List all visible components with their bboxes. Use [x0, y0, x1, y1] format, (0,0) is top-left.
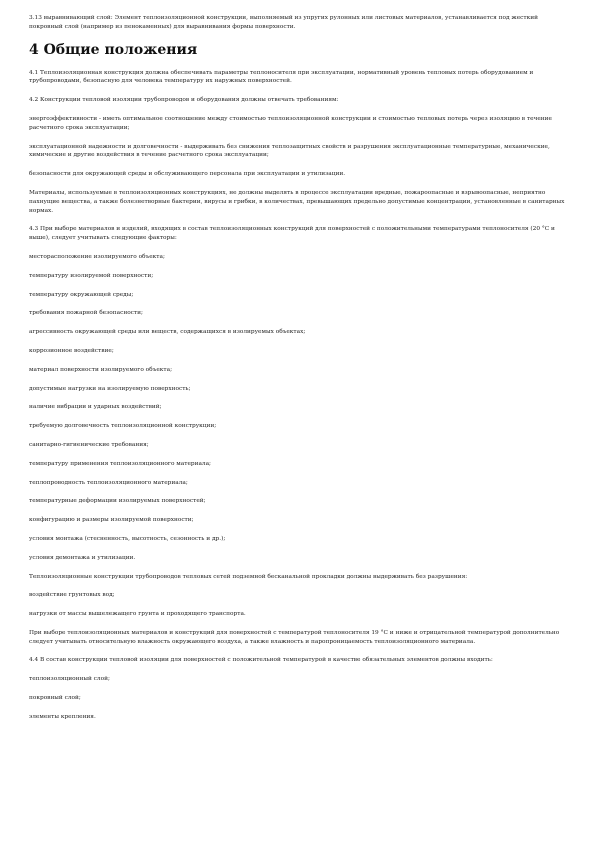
paragraph: температуру окружающей среды;: [29, 291, 134, 298]
paragraph: 4.2 Конструкции тепловой изоляции трубопроводов и оборудования должны отвечать требованиям:: [29, 97, 339, 104]
document-page: [29, 14, 569, 732]
paragraph: наличие вибрации и ударных воздействий;: [29, 404, 162, 411]
paragraph: воздействие грунтовых вод;: [29, 592, 115, 599]
paragraph: энергоэффективности - иметь оптимальное соотношение между стоимостью теплоизоляционной конструкции и стоимостью тепловых потерь через изоляцию в течение расчетного срока эксплуатации;: [29, 115, 552, 131]
paragraph: При выборе теплоизоляционных материалов и конструкций для поверхностей с температурой теплоносителя 19 °С и ниже и отрицательной температурой дополнительно следует учитывать относительную влажность окружающего воздуха, а также влажность и паропроницаемость теплоизоляционного материала.: [29, 629, 560, 645]
paragraph: температурные деформации изолируемых поверхностей;: [29, 498, 206, 505]
section-heading: 4 Общие положения: [29, 41, 198, 58]
intro-paragraph: 3.13 выравнивающий слой: Элемент теплоизоляционной конструкции, выполняемый из упругих рулонных или листовых материалов, устанавливается под жесткий покровный слой (например из пенокаменных) для выравнивания формы поверхности.: [29, 15, 538, 30]
paragraph: материал поверхности изолируемого объекта;: [29, 366, 173, 373]
paragraph: теплоизоляционный слой;: [29, 676, 110, 683]
paragraph: агрессивность окружающей среды или веществ, содержащихся в изолируемых объектах;: [29, 329, 306, 336]
paragraph: температуру изолируемой поверхности;: [29, 272, 154, 279]
paragraph: месторасположение изолируемого объекта;: [29, 253, 165, 260]
paragraph: Теплоизоляционные конструкции трубопроводов тепловых сетей подземной бесканальной прокладки должны выдерживать без разрушения:: [29, 573, 468, 580]
paragraph: 4.1 Теплоизоляционная конструкция должна обеспечивать параметры теплоносителя при эксплуатации, нормативный уровень тепловых потерь оборудованием и трубопроводами, безопасную для человека температуру их наружных поверхностей.: [29, 69, 534, 85]
paragraph: нагрузки от массы вышележащего грунта и проходящего транспорта.: [29, 611, 246, 618]
section-body: [29, 69, 569, 722]
paragraph: 4.4 В состав конструкции тепловой изоляции для поверхностей с положительной температурой в качестве обязательных элементов должны входить:: [29, 657, 493, 664]
paragraph: санитарно-гигиенические требования;: [29, 441, 149, 448]
paragraph: конфигурацию и размеры изолируемой поверхности;: [29, 517, 194, 524]
paragraph: 4.3 При выборе материалов и изделий, входящих в состав теплоизоляционных конструкций для поверхностей с положительными температурами теплоносителя (20 °С и выше), следует учитывать следующие факторы:: [29, 226, 555, 242]
paragraph: теплопроводность теплоизоляционного материала;: [29, 479, 188, 486]
paragraph: эксплуатационной надежности и долговечности - выдерживать без снижения теплозащитных свойств и разрушения эксплуатационные температурные, механические, химические и другие воздействия в течение расчетного срока эксплуатации;: [29, 143, 550, 159]
paragraph: условия монтажа (стесненность, высотность, сезонность и др.);: [29, 535, 226, 542]
paragraph: Материалы, используемые в теплоизоляционных конструкциях, не должны выделять в процессе эксплуатации вредные, пожароопасные и взрывоопасные, неприятно пахнущие вещества, а также болезнетворные бактерии, вирусы и грибки, в количествах, превышающих предельно допустимые концентрации, установленные в санитарных нормах.: [29, 189, 565, 214]
paragraph: безопасности для окружающей среды и обслуживающего персонала при эксплуатации и утилизации.: [29, 171, 346, 178]
paragraph: коррозионное воздействие;: [29, 347, 114, 354]
paragraph: условия демонтажа и утилизации.: [29, 554, 136, 561]
paragraph: покровный слой;: [29, 695, 81, 702]
paragraph: допустимые нагрузки на изолируемую поверхность;: [29, 385, 191, 392]
paragraph: элементы крепления.: [29, 713, 96, 720]
paragraph: температуру применения теплоизоляционного материала;: [29, 460, 212, 467]
paragraph: требования пожарной безопасности;: [29, 310, 143, 317]
paragraph: требуемую долговечность теплоизоляционной конструкции;: [29, 423, 217, 430]
